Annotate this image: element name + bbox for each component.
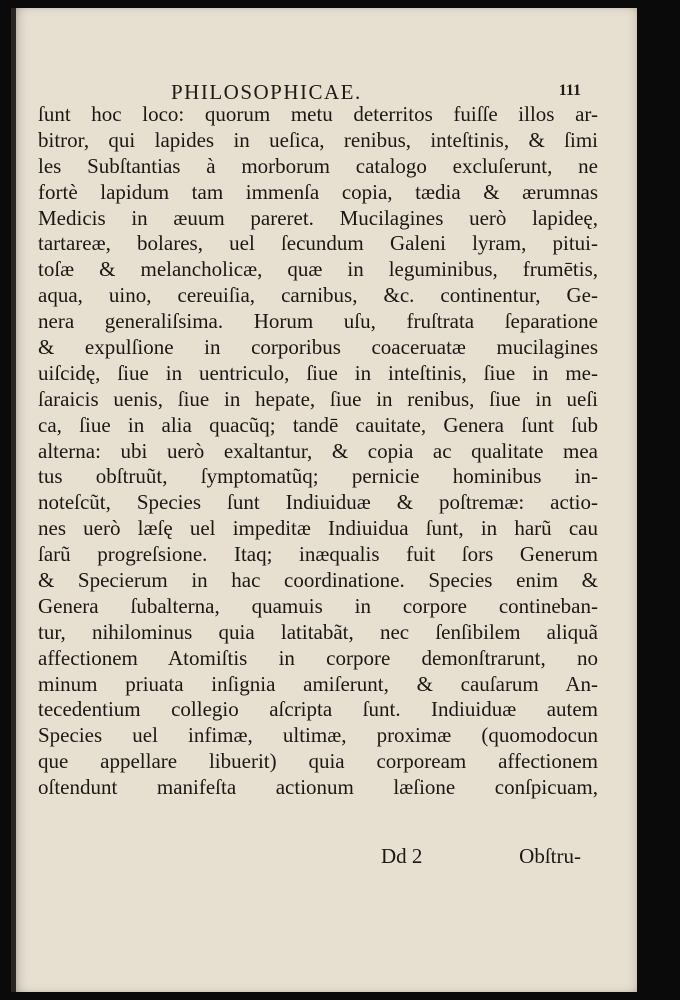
body-text [38, 102, 598, 801]
text-line: noteſcũt, Species ſunt Indiuiduæ & poſtremæ: actio- [38, 490, 598, 515]
text-line: uiſcidę, ſiue in uentriculo, ſiue in inteſtinis, ſiue in me- [38, 360, 598, 385]
book-page [11, 8, 637, 992]
text-line: & Specierum in hac coordinatione. Species enim & [38, 568, 598, 593]
text-line: Species uel infimæ, ultimæ, proximæ (quomodocun [38, 723, 598, 748]
text-line: aqua, uino, cereuiſia, carnibus, &c. continentur, Ge- [38, 283, 598, 308]
text-line: ſunt hoc loco: quorum metu deterritos fuiſſe illos ar- [38, 102, 598, 126]
text-line: nera generaliſsima. Horum uſu, fruſtrata ſeparatione [38, 309, 598, 334]
text-line: affectionem Atomiſtis in corpore demonſtrarunt, no [38, 645, 598, 670]
binding-gutter [11, 8, 16, 992]
text-line: tus obſtruũt, ſymptomatũq; pernicie hominibus in- [38, 464, 598, 489]
text-line: minum priuata inſignia amiſerunt, & cauſarum An- [38, 671, 598, 696]
text-line: oſtendunt manifeſta actionum læſione conſpicuam, [38, 775, 598, 800]
text-line: tur, nihilominus quia latitabãt, nec ſenſibilem aliquã [38, 619, 598, 644]
running-title: PHILOSOPHICAE. [171, 80, 362, 104]
page-footer [381, 844, 581, 872]
text-line: alterna: ubi uerò exaltantur, & copia ac qualitate mea [38, 438, 598, 463]
text-line: que appellare libuerit) quia corpoream affectionem [38, 749, 598, 774]
text-line: nes uerò læſę uel impeditæ Indiuidua ſunt, in harũ cau [38, 516, 598, 541]
text-line: toſæ & melancholicæ, quæ in leguminibus, frumētis, [38, 257, 598, 282]
folio-number: 111 [558, 82, 581, 99]
text-line: Medicis in æuum pareret. Mucilagines uerò lapideę, [38, 205, 598, 230]
text-line: & expulſione in corporibus coaceruatæ mucilagines [38, 335, 598, 360]
text-line: les Subſtantias à morborum catalogo excluſerunt, ne [38, 153, 598, 178]
catchword: Obſtru- [519, 844, 581, 868]
text-line: tartareæ, bolares, uel ſecundum Galeni lyram, pitui- [38, 231, 598, 256]
text-line: ſarũ progreſsione. Itaq; inæqualis fuit ſors Generum [38, 542, 598, 567]
text-line: Genera ſubalterna, quamuis in corpore contineban- [38, 593, 598, 618]
text-line: ſaraicis uenis, ſiue in hepate, ſiue in renibus, ſiue in ueſi [38, 386, 598, 411]
text-line: ca, ſiue in alia quacũq; tandē cauitate, Genera ſunt ſub [38, 412, 598, 437]
text-line: tecedentium collegio aſcripta ſunt. Indiuiduæ autem [38, 697, 598, 722]
text-line: fortè lapidum tam immenſa copia, tædia & ærumnas [38, 179, 598, 204]
text-line: bitror, qui lapides in ueſica, renibus, inteſtinis, & ſimi [38, 127, 598, 152]
signature-mark: Dd 2 [381, 844, 423, 868]
